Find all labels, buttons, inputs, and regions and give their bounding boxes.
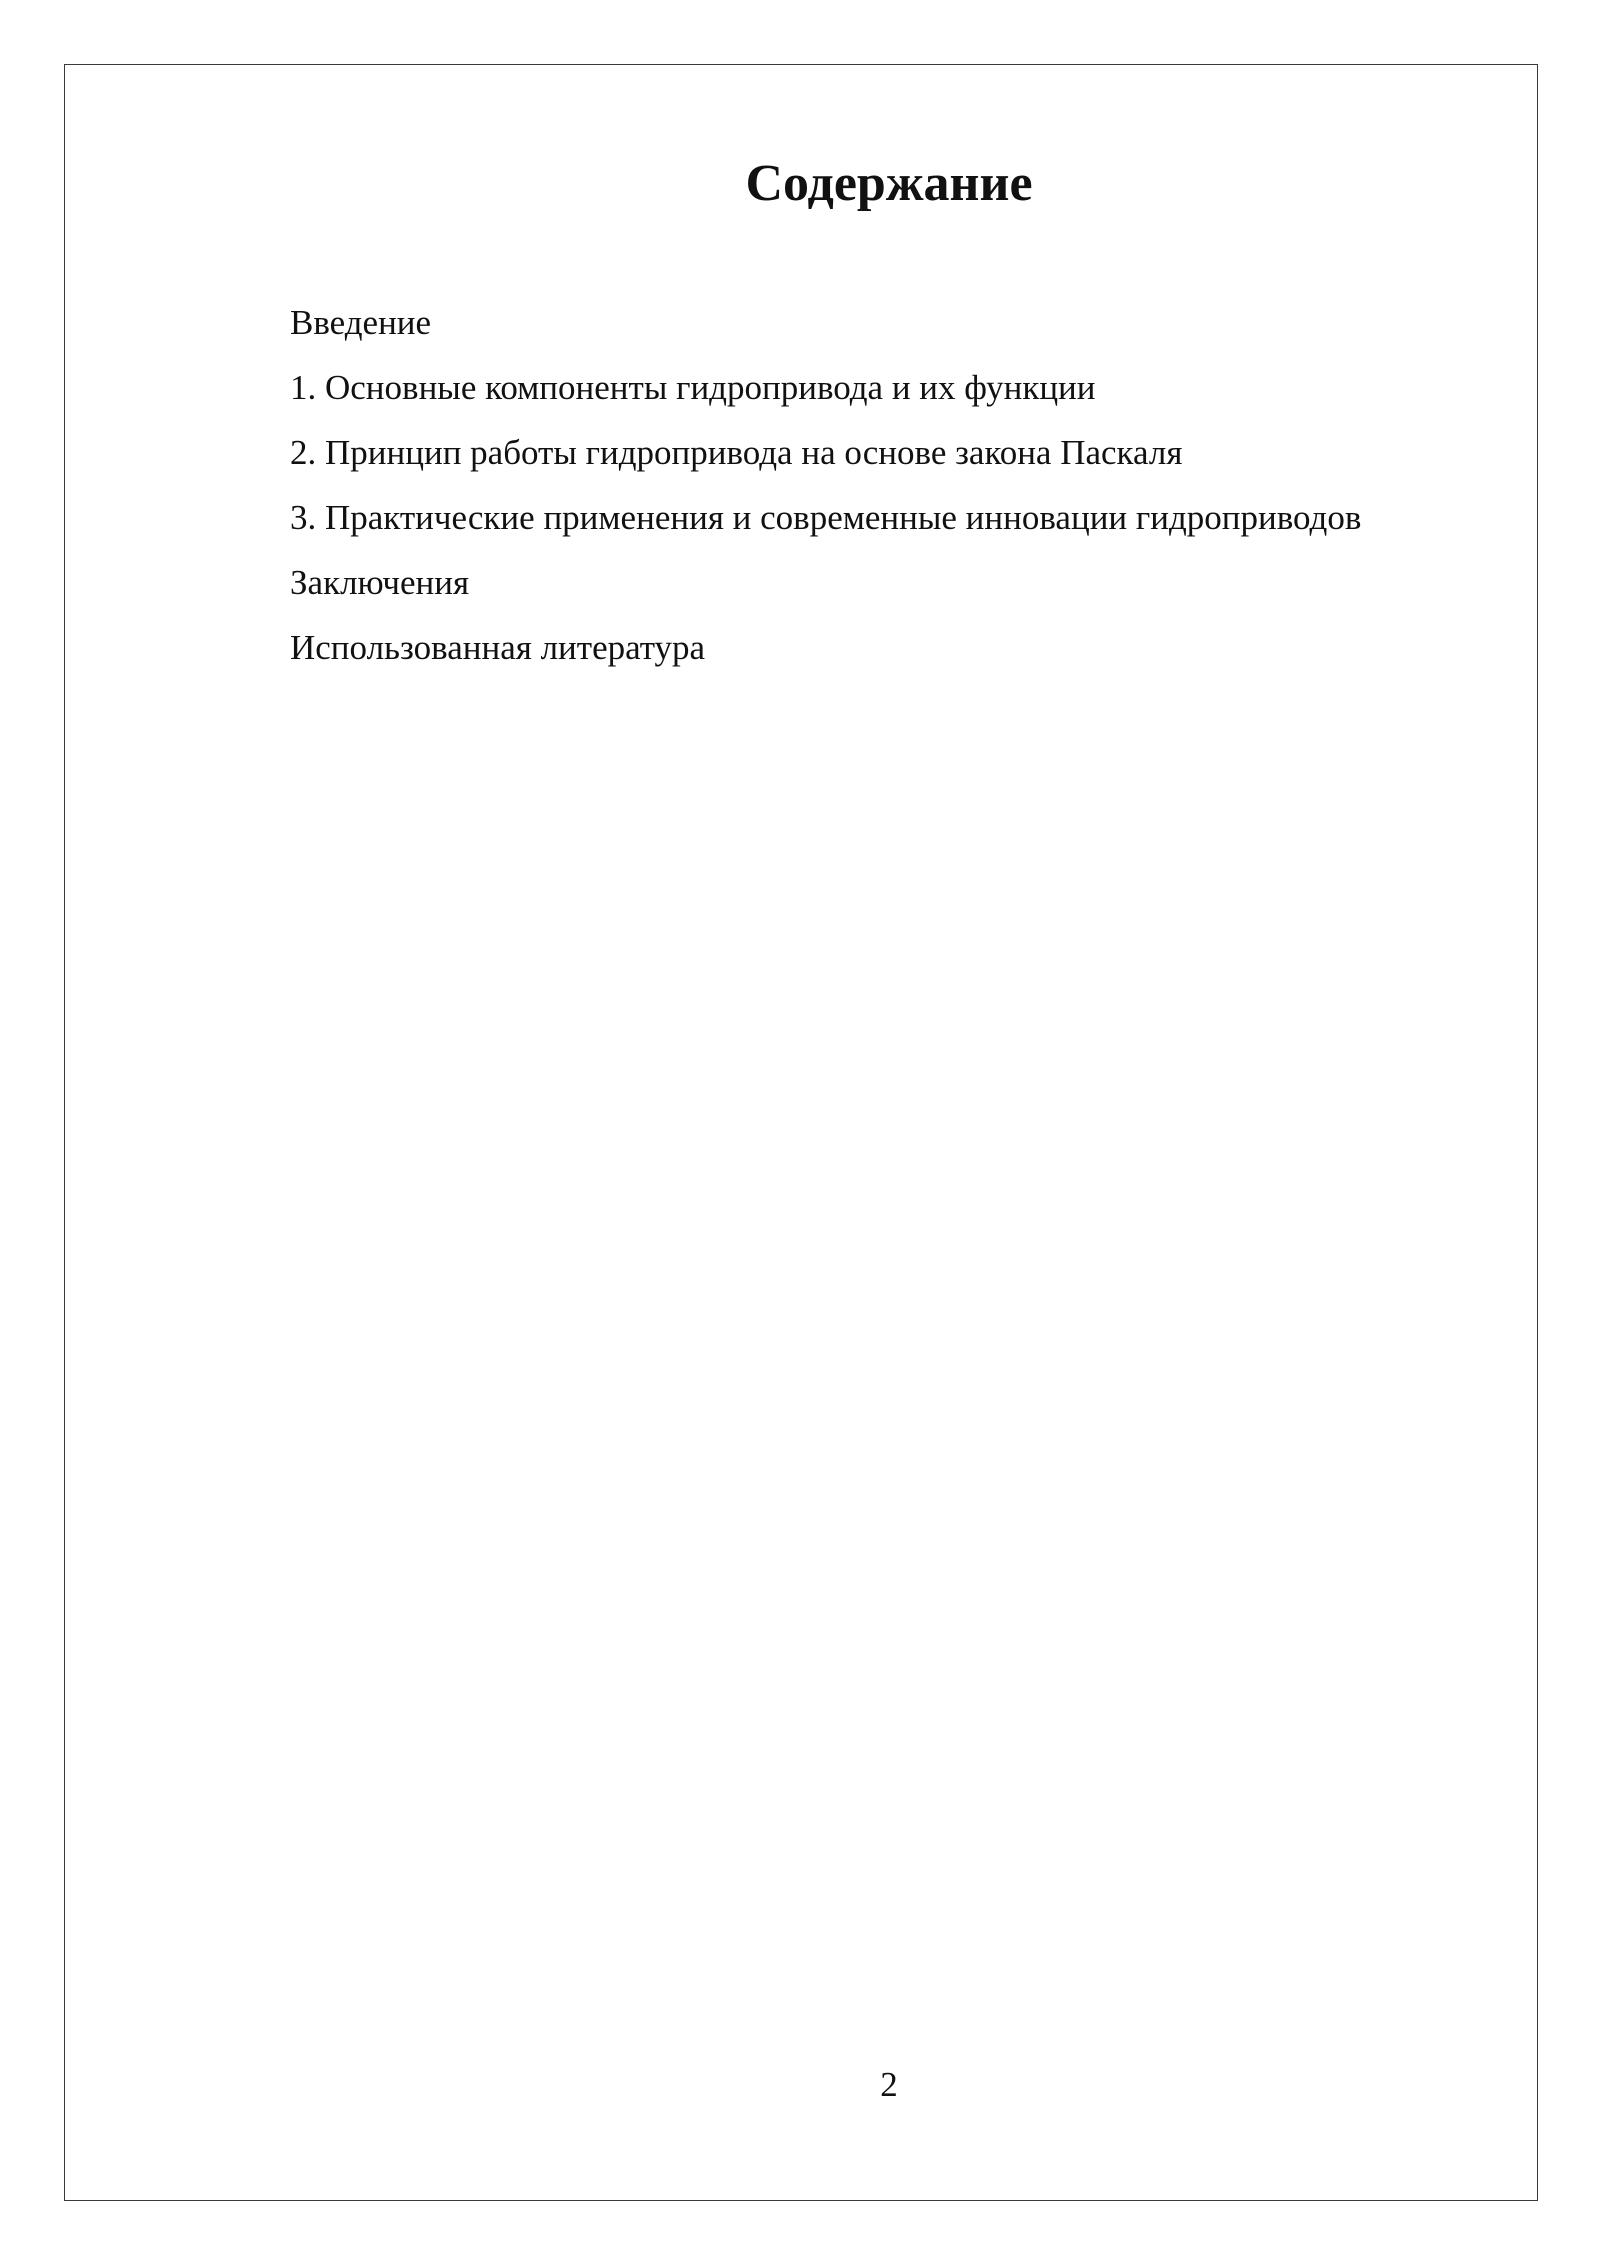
table-of-contents	[290, 290, 1361, 680]
toc-item-conclusions: Заключения	[290, 563, 470, 602]
toc-item-chapter-2: 2. Принцип работы гидропривода на основе закона Паскаля	[290, 433, 1183, 472]
page-number: 2	[880, 2065, 898, 2104]
toc-item-chapter-1: 1. Основные компоненты гидропривода и их функции	[290, 368, 1096, 407]
toc-item-chapter-3: 3. Практические применения и современные инновации гидроприводов	[290, 498, 1362, 537]
page-title: Содержание	[745, 155, 1033, 212]
toc-item-introduction: Введение	[290, 303, 432, 342]
toc-item-references: Использованная литература	[290, 628, 706, 667]
